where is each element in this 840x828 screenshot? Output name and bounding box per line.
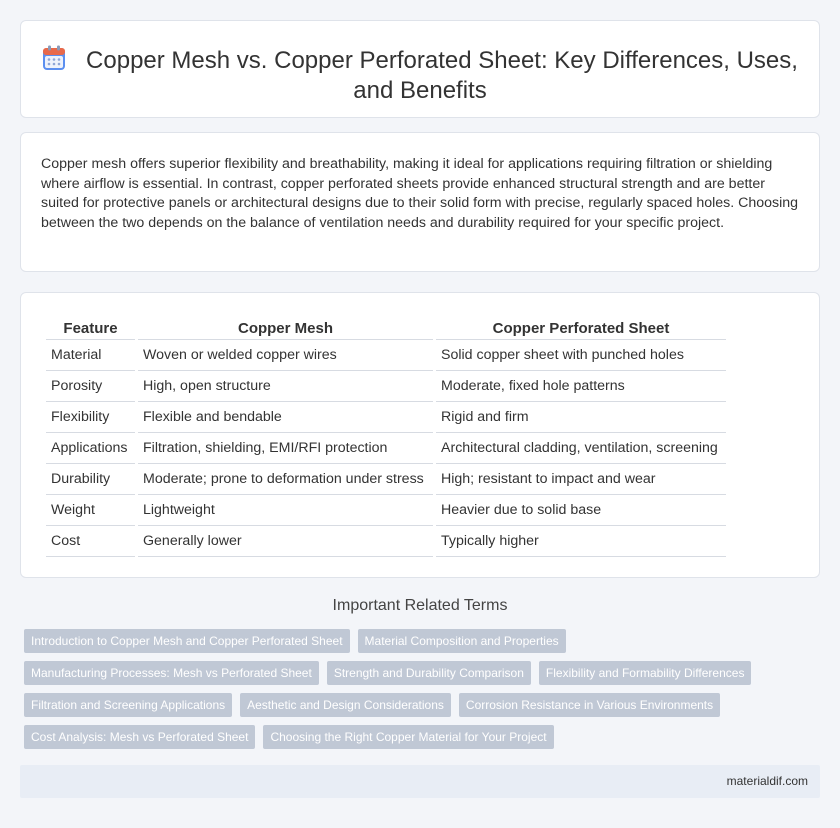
cell-sheet: Solid copper sheet with punched holes: [436, 340, 726, 371]
table-header-row: [46, 313, 726, 340]
tag-link[interactable]: Flexibility and Formability Differences: [539, 661, 752, 685]
cell-mesh: Lightweight: [138, 495, 433, 526]
cell-feature: Porosity: [46, 371, 135, 402]
related-terms-tags: [24, 629, 824, 757]
table-row: [46, 526, 726, 557]
tag-link[interactable]: Filtration and Screening Applications: [24, 693, 232, 717]
tag-link[interactable]: Cost Analysis: Mesh vs Perforated Sheet: [24, 725, 255, 749]
header-copper-mesh: Copper Mesh: [138, 313, 433, 340]
cell-mesh: Moderate; prone to deformation under stress: [138, 464, 433, 495]
tag-link[interactable]: Manufacturing Processes: Mesh vs Perforated Sheet: [24, 661, 319, 685]
intro-paragraph: Copper mesh offers superior flexibility and breathability, making it ideal for applications requiring filtration or shielding where airflow is essential. In contrast, copper perforated sheets provide enhanced structural strength and are better suited for protective panels or architectural designs due to their solid form with precise, regularly spaced holes. Choosing between the two depends on the balance of ventilation needs and durability required for your specific project.: [41, 156, 799, 231]
cell-sheet: High; resistant to impact and wear: [436, 464, 726, 495]
table-row: [46, 495, 726, 526]
table-row: [46, 402, 726, 433]
tag-row: [24, 725, 824, 749]
header-card: [20, 20, 820, 118]
tag-link[interactable]: Introduction to Copper Mesh and Copper Perforated Sheet: [24, 629, 350, 653]
cell-feature: Applications: [46, 433, 135, 464]
cell-mesh: High, open structure: [138, 371, 433, 402]
table-row: [46, 464, 726, 495]
tag-link[interactable]: Aesthetic and Design Considerations: [240, 693, 451, 717]
related-terms-title: Important Related Terms: [332, 597, 508, 614]
tag-link[interactable]: Strength and Durability Comparison: [327, 661, 531, 685]
intro-card: [20, 132, 820, 272]
cell-sheet: Rigid and firm: [436, 402, 726, 433]
tag-link[interactable]: Choosing the Right Copper Material for Your Project: [263, 725, 553, 749]
page-title: Copper Mesh vs. Copper Perforated Sheet: Key Differences, Uses, and Benefits: [86, 47, 798, 104]
cell-sheet: Typically higher: [436, 526, 726, 557]
comparison-table: [43, 313, 729, 557]
table-row: [46, 340, 726, 371]
cell-mesh: Woven or welded copper wires: [138, 340, 433, 371]
table-row: [46, 433, 726, 464]
header-perforated-sheet: Copper Perforated Sheet: [436, 313, 726, 340]
calendar-icon: [42, 45, 66, 71]
tag-row: [24, 693, 824, 717]
cell-mesh: Generally lower: [138, 526, 433, 557]
page-title-wrap: [21, 45, 819, 106]
comparison-card: [20, 292, 820, 578]
cell-feature: Material: [46, 340, 135, 371]
cell-feature: Cost: [46, 526, 135, 557]
cell-mesh: Flexible and bendable: [138, 402, 433, 433]
cell-feature: Durability: [46, 464, 135, 495]
cell-sheet: Moderate, fixed hole patterns: [436, 371, 726, 402]
tag-link[interactable]: Material Composition and Properties: [358, 629, 566, 653]
table-row: [46, 371, 726, 402]
tag-row: [24, 629, 824, 653]
tag-row: [24, 661, 824, 685]
cell-sheet: Architectural cladding, ventilation, screening: [436, 433, 726, 464]
header-feature: Feature: [46, 313, 135, 340]
cell-sheet: Heavier due to solid base: [436, 495, 726, 526]
tag-link[interactable]: Corrosion Resistance in Various Environments: [459, 693, 720, 717]
cell-feature: Weight: [46, 495, 135, 526]
cell-mesh: Filtration, shielding, EMI/RFI protection: [138, 433, 433, 464]
footer-site-link[interactable]: materialdif.com: [726, 774, 808, 788]
cell-feature: Flexibility: [46, 402, 135, 433]
footer: [20, 765, 820, 798]
